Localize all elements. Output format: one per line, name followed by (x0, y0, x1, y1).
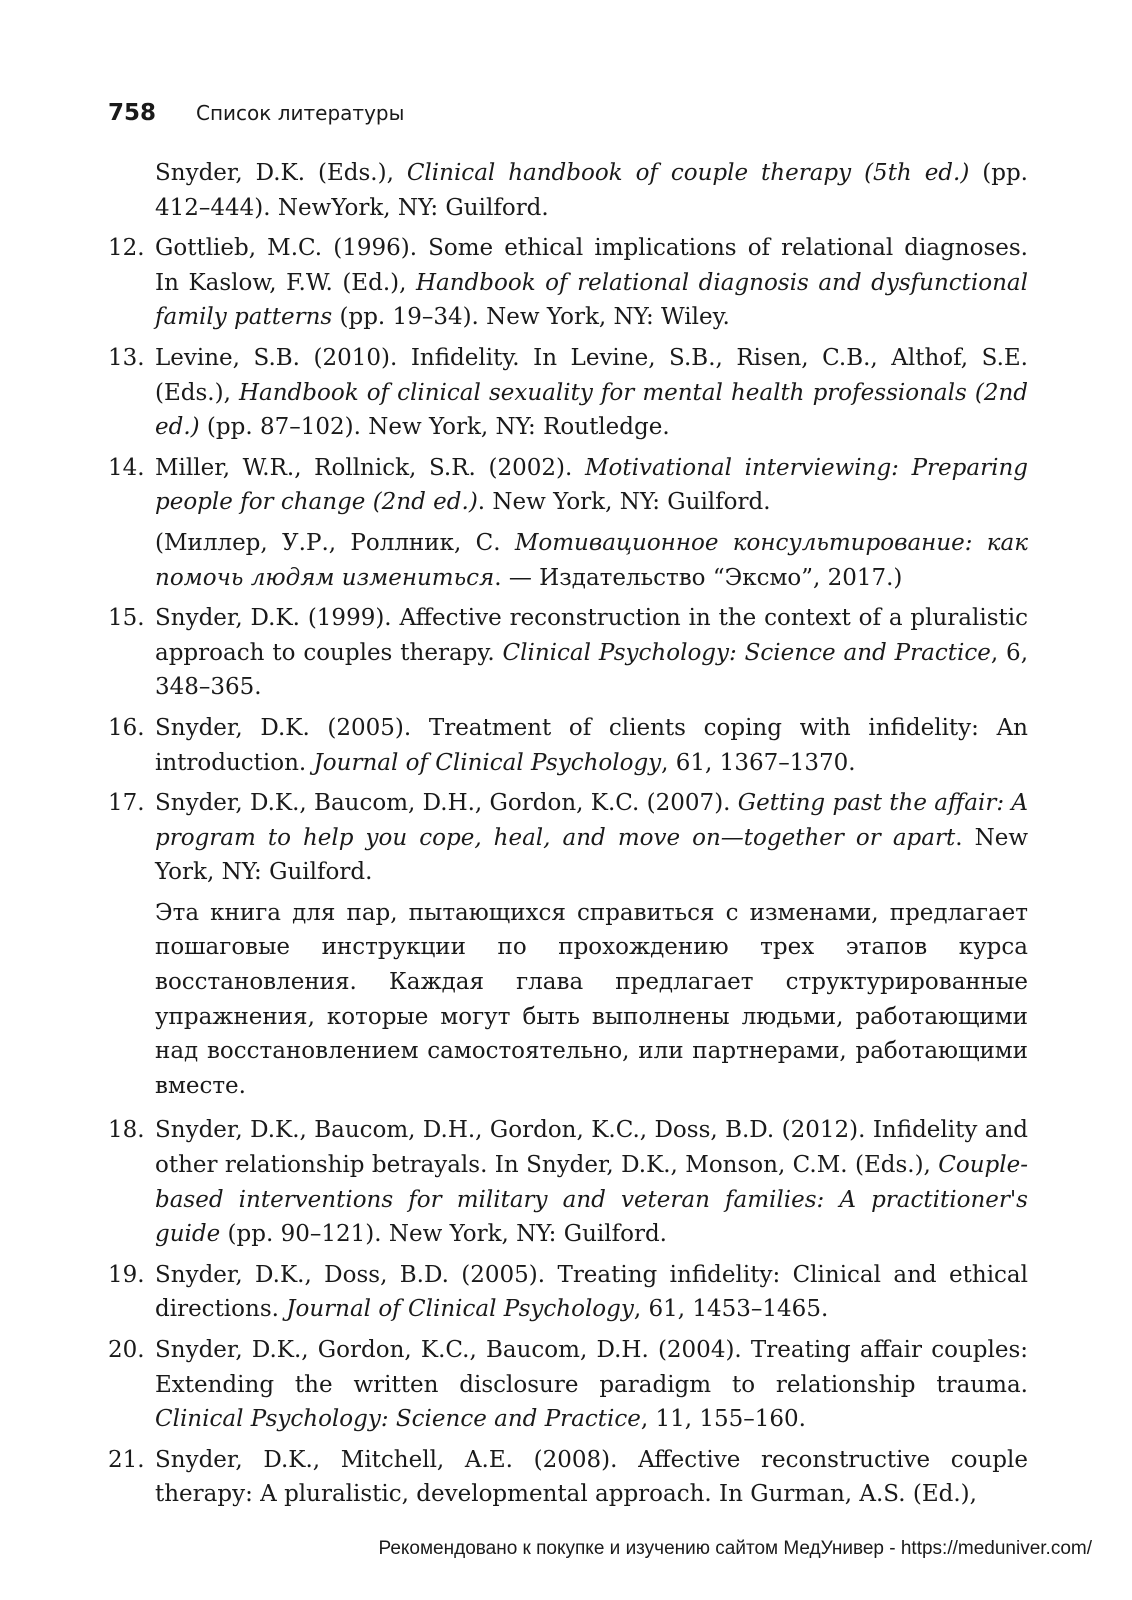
translation-publisher: . — Издательство “Эксмо”, 2017.) (494, 564, 903, 591)
continuation-title: Clinical handbook of couple therapy (5th ed.) (406, 160, 970, 186)
reference-16 (108, 711, 1028, 780)
reference-publisher: (pp. 90–121). New York, NY: Guilford. (220, 1221, 667, 1248)
reference-number: 19. (108, 1261, 145, 1288)
reference-title: Motivational interviewing: Preparing people for change (2nd ed.) (155, 454, 1028, 516)
reference-title: Clinical Psychology: Science and Practice (502, 639, 991, 666)
reference-19 (108, 1258, 1028, 1327)
reference-authors: Snyder, D.K., Doss, B.D. (2005). Treating infidelity: Clinical and ethical directions. (155, 1261, 1028, 1323)
reference-authors: Gottlieb, M.C. (1996). Some ethical implications of relational diagnoses. In Kaslow, F.W. (Ed.), (155, 235, 1028, 296)
reference-text (155, 711, 1028, 780)
reference-authors: Levine, S.B. (2010). Infidelity. In Levine, S.B., Risen, C.B., Althof, S.E. (Eds.), (155, 344, 1028, 406)
reference-continuation (108, 156, 1028, 225)
reference-number: 18. (108, 1117, 145, 1144)
reference-publisher: . New York, NY: Guilford. (477, 489, 771, 516)
section-title: Список литературы (196, 101, 405, 125)
reference-publisher: (pp. 87–102). New York, NY: Routledge. (199, 414, 670, 441)
translation-title: Мотивационное консультирование: как помочь людям измениться (155, 529, 1028, 591)
reference-title: Clinical Psychology: Science and Practice (155, 1406, 641, 1433)
reference-authors: Snyder, D.K., Gordon, K.C., Baucom, D.H. (2004). Treating affair couples: Extending the written disclosure paradigm to relationship trauma. (155, 1337, 1028, 1398)
reference-text (155, 1333, 1028, 1437)
reference-authors: Miller, W.R., Rollnick, S.R. (2002). (155, 454, 585, 481)
reference-text (155, 231, 1028, 335)
reference-17 (108, 786, 1028, 890)
reference-title: Journal of Clinical Psychology (313, 749, 662, 776)
reference-text (155, 341, 1028, 445)
reference-publisher: . New York, NY: Guilford. (155, 824, 1029, 886)
reference-title: Couple-based interventions for military and veteran families: A practitioner's guide (155, 1152, 1028, 1248)
reference-17-annotation: Эта книга для пар, пытающихся справиться с изменами, предлагает пошаговые инструкции по прохождению трех этапов курса восстановления. Каждая глава предлагает структурированные упражнения, которые могут быть выполнены людьми, работающими над восстановлением самостоятельно, или партнерами, работающими вместе. (155, 899, 1028, 1099)
reference-number: 15. (108, 605, 145, 632)
reference-18 (108, 1113, 1028, 1251)
reference-publisher: , 6, 348–365. (155, 639, 1028, 701)
reference-publisher: , 11, 155–160. (640, 1406, 806, 1433)
reference-13 (108, 341, 1028, 445)
reference-text (155, 786, 1028, 890)
reference-number: 17. (108, 790, 145, 817)
reference-text (155, 451, 1028, 520)
reference-number: 16. (108, 714, 145, 741)
reference-list (108, 156, 1028, 1518)
reference-12 (108, 231, 1028, 335)
reference-15 (108, 601, 1028, 705)
reference-title: Handbook of relational diagnosis and dysfunctional family patterns (155, 269, 1028, 331)
continuation-text-end: (pp. 412–444). NewYork, NY: Guilford. (155, 160, 1028, 221)
reference-title: Handbook of clinical sexuality for mental health professionals (2nd ed.) (155, 379, 1028, 441)
reference-title: Getting past the affair: A program to help you cope, heal, and move on—together or apart (155, 790, 1028, 851)
reference-14 (108, 451, 1028, 520)
reference-authors: Snyder, D.K. (2005). Treatment of clients coping with infidelity: An introduction. (155, 714, 1028, 776)
page-number: 758 (108, 100, 157, 126)
reference-14-translation (108, 526, 1028, 595)
reference-authors: Snyder, D.K., Baucom, D.H., Gordon, K.C., Doss, B.D. (2012). Infidelity and other relationship betrayals. In Snyder, D.K., Monson, C.M. (Eds.), (155, 1117, 1028, 1179)
continuation-text: Snyder, D.K. (Eds.), (155, 160, 407, 186)
reference-number: 20. (108, 1337, 145, 1363)
reference-number: 12. (108, 235, 145, 262)
reference-publisher: , 61, 1453–1465. (633, 1296, 829, 1323)
reference-number: 13. (108, 344, 145, 371)
reference-publisher: , 61, 1367–1370. (661, 749, 856, 776)
reference-20 (108, 1333, 1028, 1437)
reference-authors: Snyder, D.K., Mitchell, A.E. (2008). Affective reconstructive couple therapy: A pluralistic, developmental approach. In Gurman, A.S. (Ed.), (155, 1446, 1028, 1508)
reference-authors: Snyder, D.K., Baucom, D.H., Gordon, K.C. (2007). (155, 790, 738, 817)
reference-title: Journal of Clinical Psychology (286, 1296, 634, 1323)
reference-number: 14. (108, 454, 145, 481)
running-head (108, 100, 404, 136)
reference-text (155, 1113, 1028, 1251)
reference-21 (108, 1443, 1028, 1512)
reference-text (155, 1258, 1028, 1327)
reference-text (155, 1443, 1028, 1512)
reference-publisher: (pp. 19–34). New York, NY: Wiley. (332, 304, 730, 331)
reference-authors: Snyder, D.K. (1999). Affective reconstruction in the context of a pluralistic approach to couples therapy. (155, 605, 1028, 666)
translation-authors: (Миллер, У.Р., Роллник, С. (155, 529, 515, 556)
reference-text (155, 601, 1028, 705)
watermark-footer: Рекомендовано к покупке и изучению сайтом МедУнивер - https://meduniver.com/ (378, 1538, 1092, 1559)
reference-number: 21. (108, 1446, 145, 1473)
